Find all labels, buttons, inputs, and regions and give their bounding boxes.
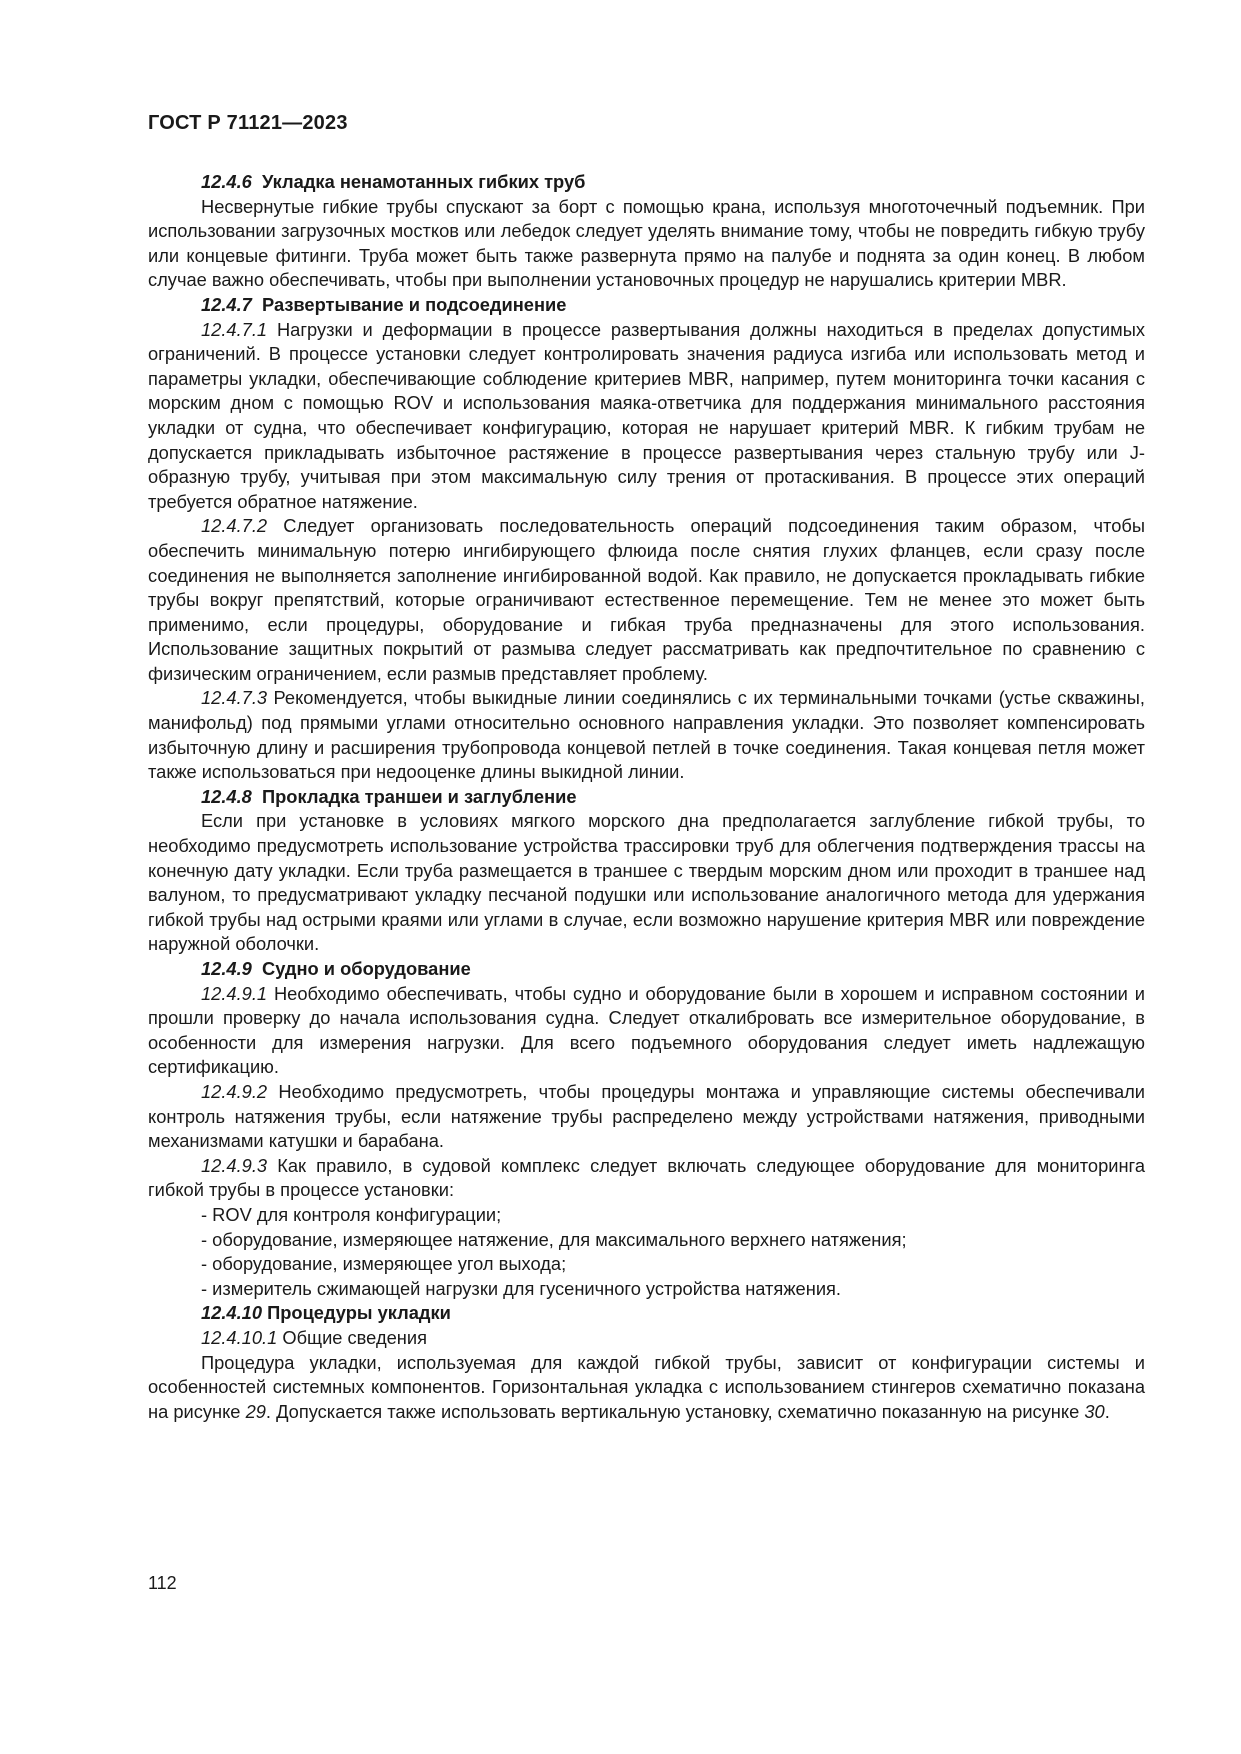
clause-number: 12.4.7.3 [201,687,268,709]
section-heading-12-4-9 [148,957,1145,982]
section-number: 12.4.6 [201,171,252,192]
section-heading-12-4-6 [148,170,1145,195]
clause-number: 12.4.9.3 [201,1154,268,1176]
figure-ref: 29 [245,1400,266,1422]
section-title: Укладка ненамотанных гибких труб [262,171,586,192]
section-heading-12-4-10 [148,1301,1145,1326]
section-number: 12.4.8 [201,785,252,807]
list-item: - измеритель сжимающей нагрузки для гусеничного устройства натяжения. [201,1277,842,1299]
section-number: 12.4.7 [201,293,252,315]
paragraph: Если при установке в условиях мягкого морского дна предполагается заглубление гибкой трубы, то необходимо предусмотреть использование устройства трассировки труб для облегчения подтверждения трассы на конечную дату укладки. Если труба размещается в траншее с твердым морским дном или проходит в траншее над валуном, то предусматривают укладку песчаной подушки или использование аналогичного метода для удержания гибкой трубы над острыми краями или углами в случае, если возможно нарушение критерия MBR или повреждение наружной оболочки. [148,810,1145,955]
figure-ref: 30 [1084,1400,1105,1422]
section-title: Процедуры укладки [267,1302,451,1324]
clause-number: 12.4.9.2 [201,1080,268,1102]
clause-number: 12.4.9.1 [201,982,268,1004]
section-heading-12-4-8 [148,785,1145,810]
clause-text: Следует организовать последовательность операций подсоединения таким образом, чтобы обеспечить минимальную потерю ингибирующего флюида после снятия глухих фланцев, если сразу после соединения не выполняется заполнение ингибированной водой. Как правило, не допускается прокладывать гибкие трубы вокруг препятствий, которые ограничивают естественное перемещение. Тем не менее это может быть применимо, если процедуры, оборудование и гибкая труба предназначены для этого использования. Использование защитных покрытий от размыва следует рассматривать как предпочтительное по сравнению с физическим ограничением, если размыв представляет проблему. [148,515,1145,684]
clause-number: 12.4.7.1 [201,318,268,340]
section-title: Развертывание и подсоединение [262,293,567,315]
clause-12-4-9-3 [148,1154,1145,1203]
text-run: . [1104,1400,1110,1422]
document-body [148,170,1145,1424]
section-title: Судно и оборудование [262,958,471,979]
subsection-heading-12-4-10-1 [148,1326,1145,1351]
clause-text: Необходимо обеспечивать, чтобы судно и оборудование были в хорошем и исправном состоянии и прошли проверку до начала использования судна. Следует откалибровать все измерительное оборудование, в особенности для измерения нагрузки. Для всего подъемного оборудования следует иметь надлежащую сертификацию. [148,982,1145,1078]
section-number: 12.4.10 [201,1302,262,1324]
clause-text: Рекомендуется, чтобы выкидные линии соединялись с их терминальными точками (устье скважины, манифольд) под прямыми углами относительно основного направления укладки. Это позволяет компенсировать избыточную длину и расширения трубопровода концевой петлей в точке соединения. Такая концевая петля может также использоваться при недооценке длины выкидной линии. [148,687,1145,783]
section-number: 12.4.9 [201,958,252,979]
paragraph: Несвернутые гибкие трубы спускают за борт с помощью крана, используя многоточечный подъемник. При использовании загрузочных мостков или лебедок следует уделять внимание тому, чтобы не повредить гибкую трубу или концевые фитинги. Труба может быть также развернута прямо на палубе и поднята за один конец. В любом случае важно обеспечивать, чтобы при выполнении установочных процедур не нарушались критерии MBR. [148,195,1145,291]
clause-number: 12.4.7.2 [201,515,268,537]
clause-text: Как правило, в судовой комплекс следует включать следующее оборудование для мониторинга гибкой трубы в процессе установки: [148,1154,1145,1201]
list-item: - оборудование, измеряющее угол выхода; [201,1253,567,1275]
list-item: - оборудование, измеряющее натяжение, для максимального верхнего натяжения; [201,1228,907,1250]
clause-12-4-7-1 [148,318,1145,515]
section-title: Прокладка траншеи и заглубление [262,785,577,807]
page-number: 112 [148,1573,177,1593]
paragraph [148,1351,1145,1425]
text-run: Процедура укладки, используемая для каждой гибкой трубы, зависит от конфигурации системы и особенностей системных компонентов. Горизонтальная укладка с использованием стингеров схематично показана на рисунке [148,1351,1145,1422]
clause-12-4-9-1 [148,982,1145,1080]
clause-text: Нагрузки и деформации в процессе развертывания должны находиться в пределах допустимых ограничений. В процессе установки следует контролировать значения радиуса изгиба или использовать метод и параметры укладки, обеспечивающие соблюдение критериев MBR, например, путем мониторинга точки касания с морским дном с помощью ROV и использования маяка-ответчика для поддержания минимального расстояния укладки от судна, что обеспечивает конфигурацию, которая не нарушает критерий MBR. К гибким трубам не допускается прикладывать избыточное растяжение в процессе развертывания через стальную трубу или J-образную трубу, учитывая при этом максимальную силу трения от протаскивания. В процессе этих операций требуется обратное натяжение. [148,318,1145,512]
clause-12-4-7-2 [148,514,1145,686]
clause-12-4-9-2 [148,1080,1145,1154]
list-item: - ROV для контроля конфигурации; [201,1203,502,1225]
document-header: ГОСТ Р 71121—2023 [148,112,348,134]
subsection-title: Общие сведения [282,1326,427,1348]
clause-number: 12.4.10.1 [201,1326,278,1348]
section-heading-12-4-7 [148,293,1145,318]
clause-12-4-7-3 [148,686,1145,784]
text-run: . Допускается также использовать вертикальную установку, схематично показанную на рисунке [265,1400,1085,1422]
clause-text: Необходимо предусмотреть, чтобы процедуры монтажа и управляющие системы обеспечивали контроль натяжения трубы, если натяжение трубы распределено между устройствами натяжения, приводными механизмами катушки и барабана. [148,1080,1145,1152]
